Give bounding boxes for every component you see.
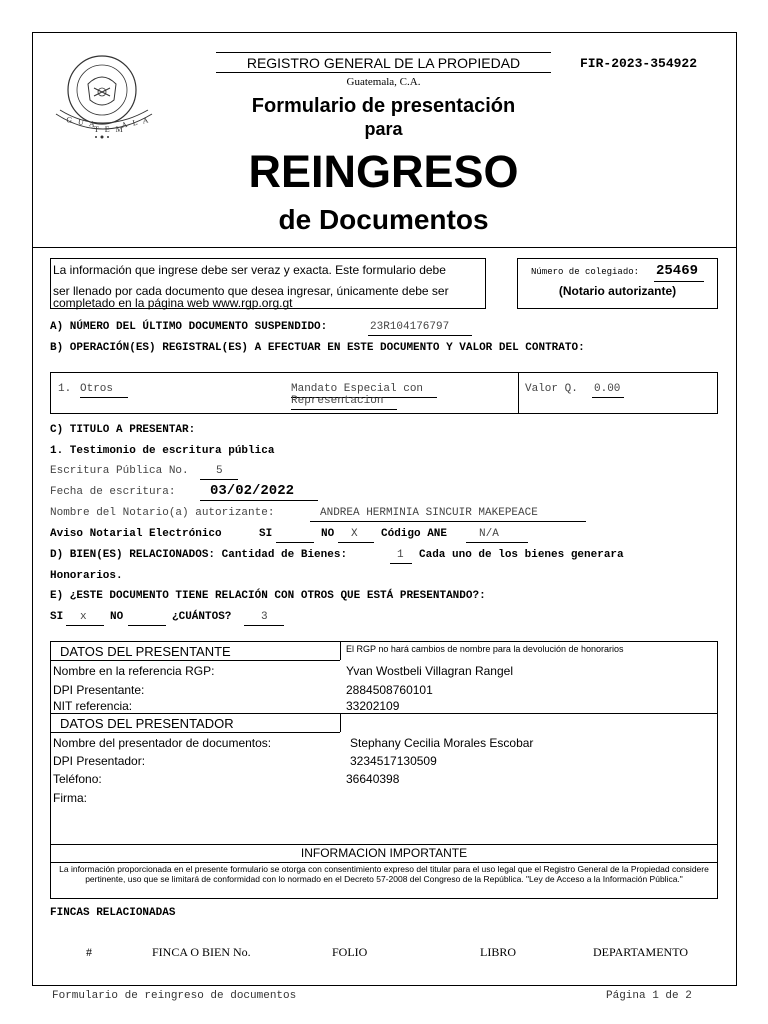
relacion-no-label: NO xyxy=(110,611,124,623)
ane-value: N/A xyxy=(479,528,499,540)
fincas-col-libro: LIBRO xyxy=(480,945,516,959)
valor-value: 0.00 xyxy=(594,383,621,395)
form-title-line2: para xyxy=(364,119,403,139)
importante-text: La información proporcionada en el presente formulario se otorga con consentimiento expreso del titular para el uso legal que el Registro General de la Propiedad considere pertinente, uso que se limitará de conformidad con lo normado en el Decreto 57-2008 del Congreso de la República. "Ley de Acceso a la Información Pública." xyxy=(59,864,709,884)
section-b-label: B) OPERACIÓN(ES) REGISTRAL(ES) A EFECTUAR EN ESTE DOCUMENTO Y VALOR DEL CONTRATO: xyxy=(50,342,585,354)
presentador-row1-value: 3234517130509 xyxy=(350,754,437,768)
valor-label: Valor Q. xyxy=(525,383,578,395)
footer-left: Formulario de reingreso de documentos xyxy=(52,990,297,1002)
section-c-subtitle: 1. Testimonio de escritura pública xyxy=(50,445,275,457)
cantidad-bienes-value: 1 xyxy=(397,549,404,561)
presentador-row0-label: Nombre del presentador de documentos: xyxy=(53,736,272,750)
presentante-row0-label: Nombre en la referencia RGP: xyxy=(53,664,215,678)
presentante-row2-label: NIT referencia: xyxy=(53,699,133,713)
fecha-value: 03/02/2022 xyxy=(210,483,295,499)
fincas-col-finca: FINCA O BIEN No. xyxy=(152,945,251,959)
cuantos-label: ¿CUÁNTOS? xyxy=(172,611,232,623)
institution-name: REGISTRO GENERAL DE LA PROPIEDAD xyxy=(246,55,521,71)
presentador-row1-label: DPI Presentador: xyxy=(53,754,146,768)
svg-text:G U A: G U A xyxy=(65,115,98,130)
aviso-no-label: NO xyxy=(321,528,335,540)
escritura-value: 5 xyxy=(216,465,223,477)
section-a-label: A) NÚMERO DEL ÚLTIMO DOCUMENTO SUSPENDIDO: xyxy=(50,321,328,333)
svg-text:T E M: T E M xyxy=(94,125,125,134)
importante-heading: INFORMACION IMPORTANTE xyxy=(300,846,468,860)
aviso-label: Aviso Notarial Electrónico xyxy=(50,528,222,540)
section-c-label: C) TITULO A PRESENTAR: xyxy=(50,424,196,436)
fincas-col-number: # xyxy=(86,945,92,959)
firma-label: Firma: xyxy=(53,791,87,805)
section-d-label-part3: Honorarios. xyxy=(50,570,123,582)
section-d-label-part2: Cada uno de los bienes generara xyxy=(419,549,624,561)
operation-desc-line2: Representacion xyxy=(291,395,384,407)
registry-seal-logo xyxy=(52,40,157,140)
notice-line1: La información que ingrese debe ser veraz y exacta. Este formulario debe xyxy=(53,263,446,277)
form-title-line1: Formulario de presentación xyxy=(251,95,516,117)
aviso-si-label: SI xyxy=(259,528,273,540)
presentante-row2-value: 33202109 xyxy=(346,699,400,713)
form-title-big: REINGRESO xyxy=(248,146,519,197)
datos-box xyxy=(50,641,718,899)
presentador-row2-value: 36640398 xyxy=(346,772,400,786)
svg-text:A L A: A L A xyxy=(120,115,152,130)
presentante-note: El RGP no hará cambios de nombre para la devolución de honorarios xyxy=(346,644,624,654)
ane-label: Código ANE xyxy=(381,528,448,540)
notice-line2: ser llenado por cada documento que desea ingresar, únicamente debe ser xyxy=(53,284,449,298)
relacion-si-label: SI xyxy=(50,611,64,623)
presentante-row0-value: Yvan Wostbeli Villagran Rangel xyxy=(346,664,513,678)
presentante-row1-label: DPI Presentante: xyxy=(53,683,145,697)
suspended-doc-value: 23R104176797 xyxy=(370,321,450,333)
form-title-sub: de Documentos xyxy=(278,204,489,235)
fincas-col-folio: FOLIO xyxy=(332,945,368,959)
presentador-row2-label: Teléfono: xyxy=(53,772,102,786)
presentador-heading: DATOS DEL PRESENTADOR xyxy=(60,716,234,731)
aviso-no-value: X xyxy=(351,528,358,540)
presentante-heading: DATOS DEL PRESENTANTE xyxy=(60,644,231,659)
section-e-label: E) ¿ESTE DOCUMENTO TIENE RELACIÓN CON OTROS QUE ESTÁ PRESENTANDO?: xyxy=(50,590,486,602)
city-label: Guatemala, C.A. xyxy=(346,76,421,88)
notario-value: ANDREA HERMINIA SINCUIR MAKEPEACE xyxy=(320,507,538,519)
notario-label: Nombre del Notario(a) autorizante: xyxy=(50,507,275,519)
fecha-label: Fecha de escritura: xyxy=(50,486,176,498)
colegiado-caption: (Notario autorizante) xyxy=(558,284,677,298)
operation-desc-line1: Mandato Especial con xyxy=(291,383,424,395)
notice-line3: completado en la página web www.rgp.org.gt xyxy=(53,296,293,310)
fincas-heading: FINCAS RELACIONADAS xyxy=(50,907,176,919)
operation-item-type: Otros xyxy=(80,383,114,395)
colegiado-label: Número de colegiado: xyxy=(531,267,640,277)
escritura-label: Escritura Pública No. xyxy=(50,465,189,477)
colegiado-value: 25469 xyxy=(656,263,699,279)
operation-item-number: 1. xyxy=(58,383,72,395)
presentador-row0-value: Stephany Cecilia Morales Escobar xyxy=(350,736,534,750)
footer-page-number: Página 1 de 2 xyxy=(606,990,692,1002)
presentante-row1-value: 2884508760101 xyxy=(346,683,433,697)
fincas-col-departamento: DEPARTAMENTO xyxy=(593,945,688,959)
section-d-label: D) BIEN(ES) RELACIONADOS: Cantidad de Bienes: xyxy=(50,549,348,561)
relacion-si-value: x xyxy=(80,611,87,623)
cuantos-value: 3 xyxy=(261,611,268,623)
form-code: FIR-2023-354922 xyxy=(580,56,698,71)
